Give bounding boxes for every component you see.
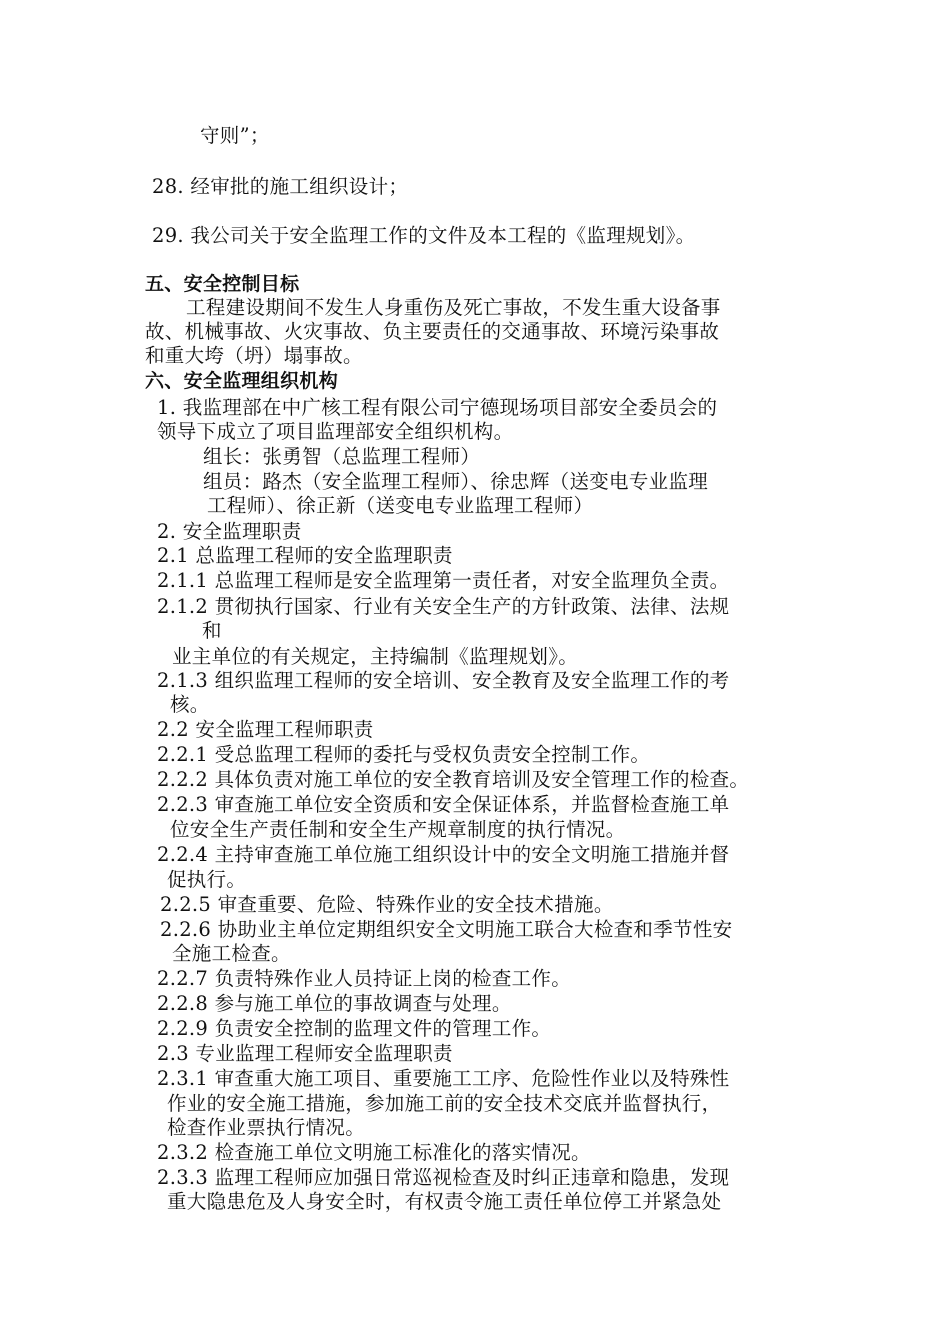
text-line: 2.2.8 参与施工单位的事故调查与处理。 <box>157 992 512 1015</box>
text-line: 2.1.3 组织监理工程师的安全培训、安全教育及安全监理工作的考 <box>157 669 730 692</box>
text-line: 全施工检查。 <box>172 942 291 965</box>
list-item: 29. 我公司关于安全监理工作的文件及本工程的《监理规划》。 <box>152 224 696 247</box>
text-line: 和重大垮（坍）塌事故。 <box>145 344 363 367</box>
text-line: 促执行。 <box>167 868 247 891</box>
text-line: 检查作业票执行情况。 <box>167 1116 366 1139</box>
text-line: 故、机械事故、火灾事故、负主要责任的交通事故、环境污染事故 <box>145 320 720 343</box>
text-line: 位安全生产责任制和安全生产规章制度的执行情况。 <box>170 818 626 841</box>
text-line: 重大隐患危及人身安全时，有权责令施工责任单位停工并紧急处 <box>167 1190 722 1213</box>
text-line: 2.2.5 审查重要、危险、特殊作业的安全技术措施。 <box>160 893 614 916</box>
text-line: 2.2.2 具体负责对施工单位的安全教育培训及安全管理工作的检查。 <box>157 768 750 791</box>
text-line: 作业的安全施工措施，参加施工前的安全技术交底并监督执行， <box>167 1092 722 1115</box>
text-line: 1. 我监理部在中广核工程有限公司宁德现场项目部安全委员会的 <box>157 396 718 419</box>
list-item: 28. 经审批的施工组织设计； <box>152 175 409 198</box>
text-line: 2.2 安全监理工程师职责 <box>157 718 374 741</box>
text-line: 组长：张勇智（总监理工程师） <box>203 445 481 468</box>
text-line: 2.3.1 审查重大施工项目、重要施工工序、危险性作业以及特殊性 <box>157 1067 730 1090</box>
text-line: 2. 安全监理职责 <box>157 520 302 543</box>
text-line: 2.1.2 贯彻执行国家、行业有关安全生产的方针政策、法律、法规 <box>157 595 730 618</box>
text-line: 和 <box>202 619 222 642</box>
text-line: 2.3.3 监理工程师应加强日常巡视检查及时纠正违章和隐患，发现 <box>157 1166 730 1189</box>
text-line: 2.2.6 协助业主单位定期组织安全文明施工联合大检查和季节性安 <box>160 918 733 941</box>
section-heading: 五、安全控制目标 <box>145 273 300 295</box>
text-line: 2.2.1 受总监理工程师的委托与受权负责安全控制工作。 <box>157 743 651 766</box>
text-line: 2.3.2 检查施工单位文明施工标准化的落实情况。 <box>157 1141 591 1164</box>
text-line: 工程建设期间不发生人身重伤及死亡事故，不发生重大设备事 <box>186 296 721 319</box>
text-line: 业主单位的有关规定，主持编制《监理规划》。 <box>172 645 579 668</box>
text-line: 核。 <box>170 693 210 716</box>
text-line: 2.2.7 负责特殊作业人员持证上岗的检查工作。 <box>157 967 572 990</box>
text-line: 组员：路杰（安全监理工程师）、徐忠辉（送变电专业监理 <box>203 470 709 493</box>
text-line: 2.2.4 主持审查施工单位施工组织设计中的安全文明施工措施并督 <box>157 843 730 866</box>
section-heading: 六、安全监理组织机构 <box>145 370 339 392</box>
text-line: 2.1 总监理工程师的安全监理职责 <box>157 544 453 567</box>
text-line: 2.2.9 负责安全控制的监理文件的管理工作。 <box>157 1017 552 1040</box>
text-line: 工程师）、徐正新（送变电专业监理工程师） <box>207 494 594 517</box>
text-line: 2.3 专业监理工程师安全监理职责 <box>157 1042 453 1065</box>
text-line: 领导下成立了项目监理部安全组织机构。 <box>157 420 514 443</box>
text-line: 2.2.3 审查施工单位安全资质和安全保证体系，并监督检查施工单 <box>157 793 730 816</box>
text-line: 守则”； <box>200 124 270 147</box>
text-line: 2.1.1 总监理工程师是安全监理第一责任者，对安全监理负全责。 <box>157 569 730 592</box>
